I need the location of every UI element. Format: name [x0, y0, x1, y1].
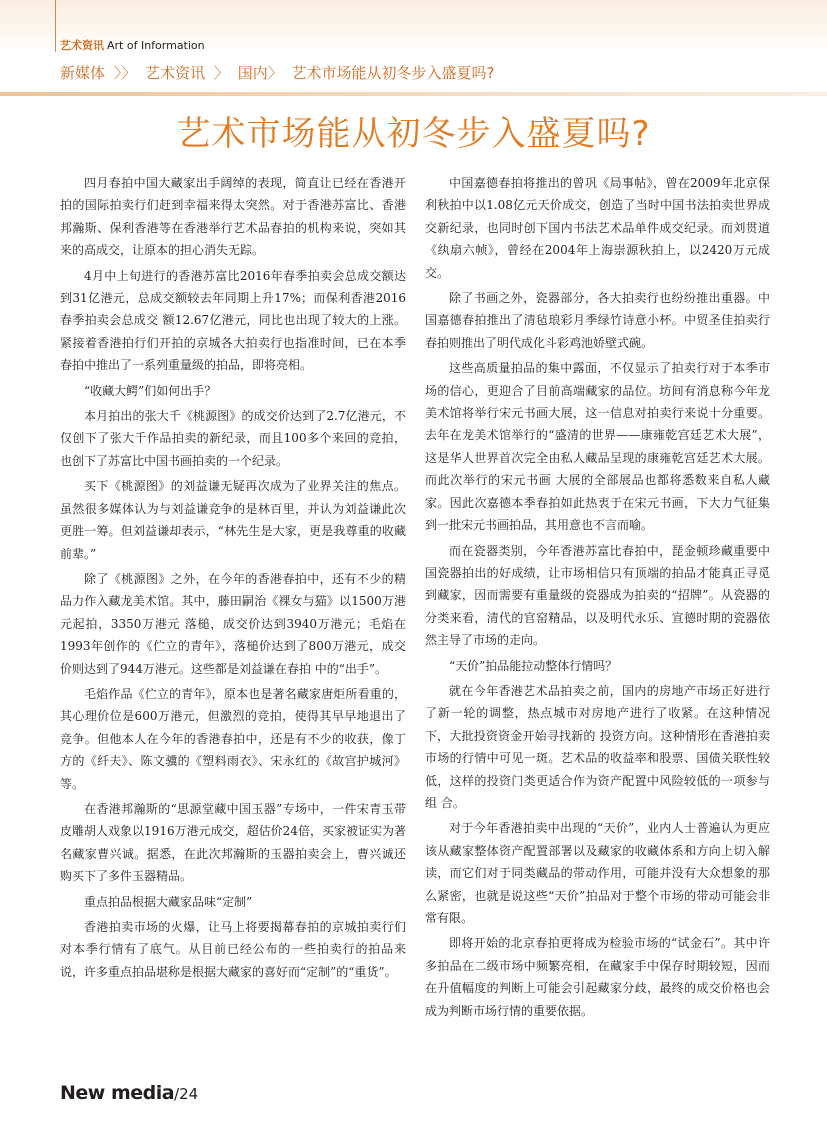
- breadcrumb-item-art-news[interactable]: 艺术资讯: [145, 64, 206, 82]
- header-rule: [0, 92, 827, 96]
- paragraph: 4月中上旬进行的香港苏富比2016年春季拍卖会总成交额达到31亿港元，总成交额较去年同期上升17%；而保利香港2016春季拍卖会总成交 额12.67亿港元，同比也出现了较大的上涨。紧接着香港拍行们开拍的京城各大拍卖行也指准时间，已在本季春拍中推出了一系列重量级的拍品，即将亮相。: [60, 268, 406, 373]
- page-footer: [60, 1082, 198, 1104]
- section-tag-en: Art of Information: [107, 39, 205, 52]
- breadcrumb-separator: 〉〉: [113, 64, 137, 82]
- paragraph: 即将开始的北京春拍更将成为检验市场的“试金石”。其中许多拍品在二级市场中频繁亮相，在藏家手中保存时期较短，因而在升值幅度的判断上可能会引起藏家分歧，最终的成交价格也会成为判断市场行情的重要依据。: [425, 936, 770, 1018]
- paragraph: 除了书画之外，瓷器部分，各大拍卖行也纷纷推出重器。中国嘉德春拍推出了清毡琅彩月季绿竹诗意小杯。中贸圣佳拍卖行春拍则推出了明代成化斗彩鸡池娇壁式碗。: [425, 291, 770, 350]
- section-tag: [60, 37, 205, 53]
- breadcrumb-item-current: 艺术市场能从初冬步入盛夏吗?: [291, 64, 495, 82]
- paragraph: 中国嘉德春拍将推出的曾巩《局事帖》，曾在2009年北京保利秋拍中以1.08亿元天价成交，创造了当时中国书法拍卖世界成交新纪录，也同时创下国内书法艺术品单件成交纪录。而刘贯道《纨扇六帧》，曾经在2004年上海崇源秋拍上，以2420万元成交。: [425, 176, 770, 280]
- paragraph: 这些高质量拍品的集中露面，不仅显示了拍卖行对于本季市场的信心，更迎合了目前高端藏家的品位。坊间有消息称今年龙美术馆将举行宋元书画大展，这一信息对拍卖行来说十分重要。去年在龙美术馆举行的“盛清的世界——康雍乾宫廷艺术大展”，这是华人世界首次完全由私人藏品呈现的康雍乾宫廷艺术大展。而此次举行的宋元书画 大展的全部展品也都将悉数来自私人藏家。因此次嘉德本季春拍如此热衷于在宋元书画，下大力气征集到一批宋元书画拍品，其用意也不言而喻。: [425, 361, 770, 533]
- brand-logo: New media: [60, 1082, 175, 1104]
- breadcrumb-separator: 〉: [213, 64, 229, 82]
- page-number: /24: [174, 1085, 199, 1103]
- subheading: 重点拍品根据大藏家品味“定制”: [84, 894, 253, 909]
- subheading: “收藏大鳄”们如何出手？: [84, 383, 217, 398]
- paragraph: 除了《桃源图》之外，在今年的香港春拍中，还有不少的精品力作入藏龙美术馆。其中，藤田嗣治《裸女与猫》以1500万港元起拍，3350万港元 落槌，成交价达到3940万港元；毛焰在1993年创作的《伫立的青年》，落槌价达到了800万港元，成交价则达到了944万港元。这些都是刘益谦在春拍 中的“出手”。: [60, 571, 406, 676]
- paragraph: 本月拍出的张大千《桃源图》的成交价达到了2.7亿港元，不仅创下了张大千作品拍卖的新纪录，而且100多个来回的竞拍，也创下了苏富比中国书画拍卖的一个纪录。: [60, 409, 406, 468]
- article-column-right: [425, 172, 770, 1025]
- section-tag-cn: 艺术资讯: [60, 39, 104, 52]
- paragraph: 而在瓷器类别，今年香港苏富比春拍中，琵金顿珍藏重要中国瓷器拍出的好成绩，让市场相信只有顶端的拍品才能真正寻觅到藏家，因而需要有重量级的瓷器成为拍卖的“招牌”。从瓷器的分类来看，清代的官窑精品，以及明代永乐、宣德时期的瓷器依然主导了市场的走向。: [425, 543, 770, 648]
- article-title: 艺术市场能从初冬步入盛夏吗?: [176, 114, 651, 154]
- paragraph: 毛焰作品《伫立的青年》，原本也是著名藏家唐炬所看重的，其心理价位是600万港元，但激烈的竞拍，使得其早早地退出了竞争。但他本人在今年的香港春拍中，还是有不少的收获，像丁方的《纤夫》、陈文骥的《塑料雨衣》、宋永红的《故宫护城河》等。: [60, 686, 406, 791]
- header-divider: [55, 0, 56, 52]
- paragraph: 四月春拍中国大藏家出手阔绰的表现，简直让已经在香港开拍的国际拍卖行们赶到幸福来得太突然。对于香港苏富比、香港邦瀚斯、保利香港等在香港举行艺术品春拍的机构来说，突如其来的高成交，让原本的担心消失无踪。: [60, 176, 406, 258]
- paragraph: 对于今年香港拍卖中出现的“天价”，业内人士普遍认为更应该从藏家整体资产配置部署以及藏家的收藏体系和方向上切入解读，而它们对于同类藏品的带动作用，可能并没有大众想象的那么紧密，也就是说这些“天价”拍品对于整个市场的带动可能会非常有限。: [425, 821, 770, 925]
- breadcrumb: [60, 62, 498, 83]
- breadcrumb-item-domestic[interactable]: 国内〉: [237, 64, 283, 82]
- paragraph: 买下《桃源图》的刘益谦无疑再次成为了业界关注的焦点。虽然很多媒体认为与刘益谦竞争的是林百里，并认为刘益谦此次更胜一筹。但刘益谦却表示，“林先生是大家，更是我尊重的收藏前辈。”: [60, 479, 406, 561]
- paragraph: 在香港邦瀚斯的“思源堂藏中国玉器”专场中，一件宋青玉带皮雕胡人戏象以1916万港元成交，超估价24倍，买家被证实为著名藏家曹兴诚。据悉，在此次邦瀚斯的玉器拍卖会上，曹兴诚还购买下了多件玉器精品。: [60, 801, 406, 884]
- article-column-left: [60, 172, 406, 986]
- paragraph: 香港拍卖市场的火爆，让马上将要揭幕春拍的京城拍卖行们对本季行情有了底气。从目前已经公布的一些拍卖行的拍品来说，许多重点拍品堪称是根据大藏家的喜好而“定制”的“重货”。: [60, 920, 406, 979]
- paragraph: 就在今年香港艺术品拍卖之前，国内的房地产市场正好进行了新一轮的调整，热点城市对房地产进行了收紧。在这种情况下，大批投资资金开始寻找新的 投资方向。这种情形在香港拍卖市场的行情中可见一斑。艺术品的收益率和股票、国债关联性较低，这样的投资门类更适合作为资产配置中风险较低的一项参与组 合。: [425, 683, 770, 810]
- subheading: “天价”拍品能拉动整体行情吗？: [449, 658, 618, 673]
- breadcrumb-item-new-media[interactable]: 新媒体: [60, 64, 106, 82]
